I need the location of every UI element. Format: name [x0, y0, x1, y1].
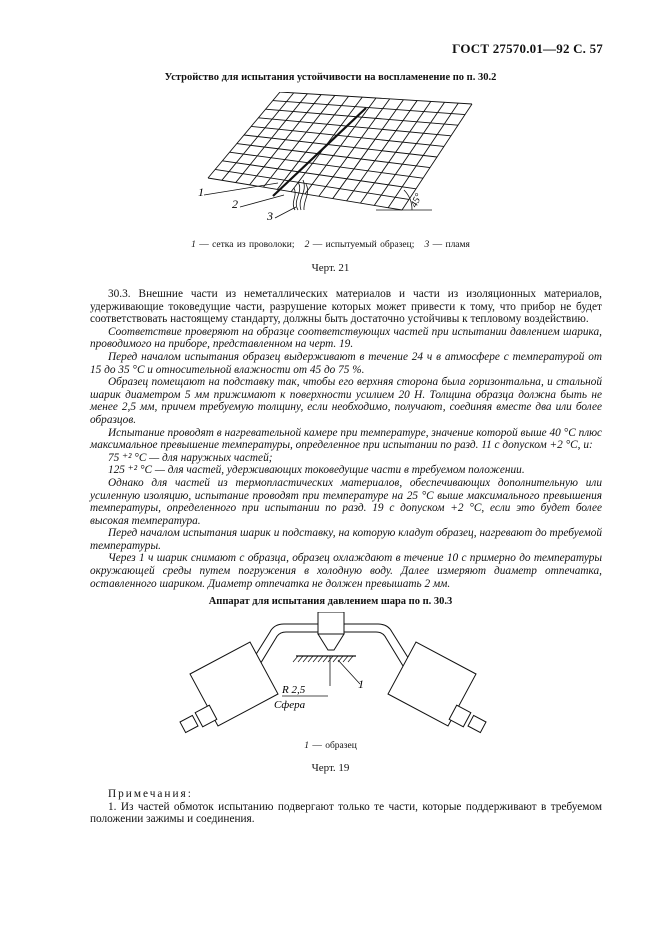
figure-19-drawing	[178, 612, 488, 740]
callout-3: 3	[267, 209, 273, 223]
grid-wire	[244, 135, 437, 157]
paragraph: Перед началом испытания шарик и подставку, на которую кладут образец, нагревают до требуемой температуры.	[90, 527, 602, 552]
callout-1: 1	[198, 185, 204, 199]
paragraph: 125 ⁺² °С — для частей, удерживающих токоведущие части в требуемом положении.	[108, 464, 525, 477]
legend-num-1: 1	[304, 741, 309, 751]
figure-21-title: Устройство для испытания устойчивости на воспламенение по п. 30.2	[164, 72, 497, 83]
callout-1: 1	[358, 677, 364, 691]
ball-holder	[318, 612, 344, 650]
hatch-line	[298, 656, 303, 662]
paragraph: Образец помещают на подставку так, чтобы его верхняя сторона была горизонтальна, и стальной шарик диаметром 5 мм прижимают к поверхности усилием 20 Н. Толщина образца должна быть не менее 2,5 мм, причем требуемую толщину, если необходимо, получают, соединяя вместе два или более образцов.	[90, 376, 602, 426]
paragraph: Перед началом испытания образец выдерживают в течение 24 ч в атмосфере с температурой от 15 до 35 °С и относительной влажности от 45 до 75 %.	[90, 350, 602, 376]
hatch-line	[323, 656, 328, 662]
page-header: ГОСТ 27570.01—92 С. 57	[452, 41, 603, 56]
hatch-line	[293, 656, 298, 662]
figure-19-title: Аппарат для испытания давлением шара по п. 30.3	[208, 596, 453, 607]
figure-21-legend	[0, 240, 661, 250]
paragraph: 75 ⁺² °С — для наружных частей;	[108, 451, 273, 464]
hatch-line	[343, 656, 348, 662]
hatch-line	[313, 656, 318, 662]
figure-21-number: Черт. 21	[311, 262, 350, 274]
paragraph: Через 1 ч шарик снимают с образца, образец охлаждают в течение 10 с примерно до температуры окружающей среды путем погружения в холодную воду. Далее измеряют диаметр отпечатка, оставленного шариком. Диаметр отпечатка не должен превышать 2 мм.	[90, 552, 602, 590]
notes-title: Примечания:	[108, 788, 193, 800]
test-sample	[273, 108, 366, 196]
radius-label: R 2,5	[282, 684, 306, 696]
figure-19-legend	[0, 741, 661, 751]
grid-wire	[280, 92, 472, 104]
paragraph: Однако для частей из термопластических материалов, обеспечивающих дополнительную или усиленную изоляцию, испытание проводят при температуре на 25 °С выше максимального превышения температуры, определенного при испытании по разд. 19 с допуском +2 °С, если это будет более высокая температура.	[90, 476, 602, 527]
grid-wire	[230, 152, 423, 178]
wire-grid	[208, 92, 472, 210]
left-weight-block	[180, 642, 278, 733]
notes	[90, 788, 602, 826]
legend-num-1: 1	[191, 240, 196, 250]
grid-wire	[251, 126, 444, 146]
legend-num-2: 2	[304, 240, 310, 250]
note-item: 1. Из частей обмоток испытанию подвергают только те части, которые поддерживают в требуемом положении зажимы и соединения.	[90, 800, 602, 826]
paragraph-30-3: 30.3. Внешние части из неметаллических материалов и части из изоляционных материалов, удерживающие токоведущие части, разрушение которых может привести к тому, что прибор не будет соответствовать настоящему стандарту, должны быть достаточно устойчивы к тепловому воздействию.	[90, 288, 602, 326]
angle-label: 45°	[408, 191, 425, 210]
figure-19-number: Черт. 19	[311, 762, 350, 774]
hatch-line	[303, 656, 308, 662]
callout-2: 2	[232, 197, 238, 211]
hatch-line	[328, 656, 333, 662]
specimen-hatching	[293, 656, 353, 662]
hatch-line	[333, 656, 338, 662]
legend-text-1: — образец	[312, 741, 357, 751]
legend-text-3: — пламя	[432, 240, 470, 250]
legend-text-2: — испытуемый образец;	[312, 240, 415, 250]
right-weight-block	[388, 642, 486, 733]
hatch-line	[308, 656, 313, 662]
flame-icon	[293, 180, 307, 210]
paragraph: Соответствие проверяют на образце соответствующих частей при испытании давлением шарика, проводимого на приборе, представленном на черт. 19.	[90, 325, 602, 351]
sphere-label: Сфера	[274, 699, 306, 711]
hatch-line	[318, 656, 323, 662]
paragraph: Испытание проводят в нагревательной камере при температуре, значение которой выше 40 °С плюс максимальное превышение температуры, определенное при испытании по разд. 11 с допуском +2 °С, и:	[90, 426, 602, 452]
legend-num-3: 3	[424, 240, 430, 250]
figure-21-drawing	[180, 92, 490, 232]
legend-text-1: — сетка из проволоки;	[199, 240, 295, 250]
grid-wire	[258, 118, 451, 136]
body-text	[90, 288, 602, 590]
hatch-line	[348, 656, 353, 662]
